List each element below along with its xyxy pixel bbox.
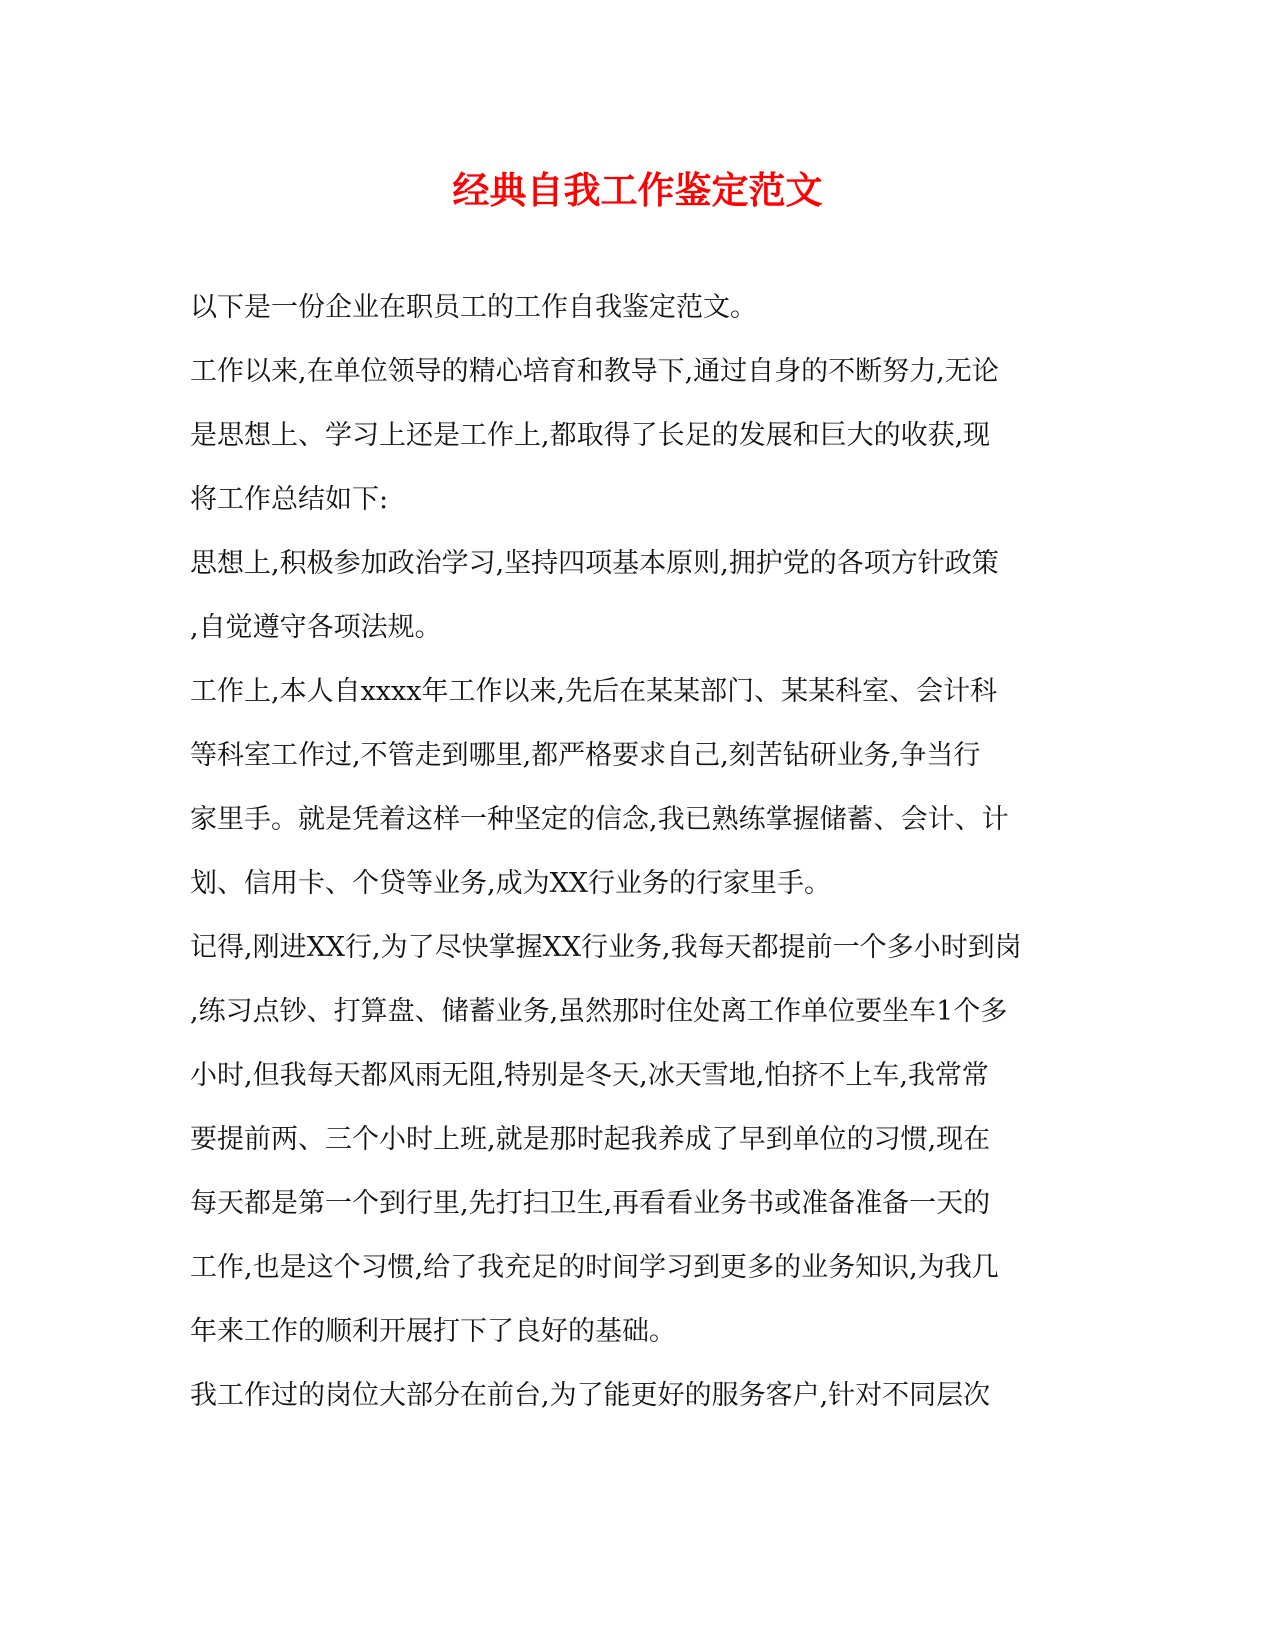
body-line: ,练习点钞、打算盘、储蓄业务,虽然那时住处离工作单位要坐车1个多 (190, 996, 1008, 1027)
body-line: 我工作过的岗位大部分在前台,为了能更好的服务客户,针对不同层次 (190, 1380, 991, 1411)
body-line: 每天都是第一个到行里,先打扫卫生,再看看业务书或准备准备一天的 (190, 1188, 991, 1219)
body-line: 工作上,本人自xxxx年工作以来,先后在某某部门、某某科室、会计科 (190, 676, 998, 707)
body-line: 将工作总结如下: (190, 484, 389, 515)
body-line: 小时,但我每天都风雨无阻,特别是冬天,冰天雪地,怕挤不上车,我常常 (190, 1060, 989, 1091)
document-title: 经典自我工作鉴定范文 (452, 168, 823, 212)
body-line: 等科室工作过,不管走到哪里,都严格要求自己,刻苦钻研业务,争当行 (190, 740, 981, 771)
body-line: 工作,也是这个习惯,给了我充足的时间学习到更多的业务知识,为我几 (190, 1252, 999, 1283)
body-line: 工作以来,在单位领导的精心培育和教导下,通过自身的不断努力,无论 (190, 356, 999, 387)
body-line: 家里手。就是凭着这样一种坚定的信念,我已熟练掌握储蓄、会计、计 (190, 804, 1009, 835)
body-line: 思想上,积极参加政治学习,坚持四项基本原则,拥护党的各项方针政策 (190, 548, 999, 579)
body-line: ,自觉遵守各项法规。 (190, 612, 442, 643)
body-line: 划、信用卡、个贷等业务,成为XX行业务的行家里手。 (190, 868, 832, 899)
body-line: 要提前两、三个小时上班,就是那时起我养成了早到单位的习惯,现在 (190, 1124, 991, 1155)
body-line: 年来工作的顺利开展打下了良好的基础。 (190, 1316, 676, 1347)
body-line: 以下是一份企业在职员工的工作自我鉴定范文。 (190, 292, 757, 323)
body-line: 记得,刚进XX行,为了尽快掌握XX行业务,我每天都提前一个多小时到岗 (190, 932, 1022, 963)
body-line: 是思想上、学习上还是工作上,都取得了长足的发展和巨大的收获,现 (190, 420, 991, 451)
document-body (190, 286, 1080, 1438)
